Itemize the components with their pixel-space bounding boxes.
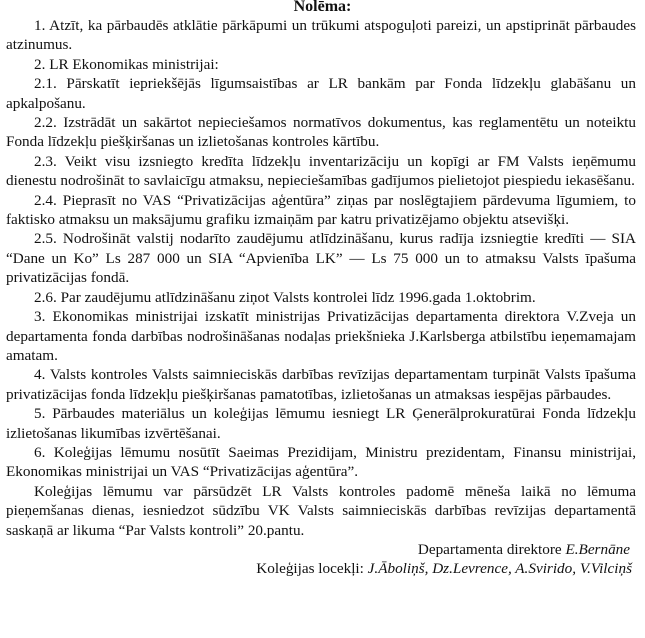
paragraph-2-4: 2.4. Pieprasīt no VAS “Privatizācijas aģentūra” ziņas par noslēgtajiem pārdevuma līgumiem, to faktisko atmaksu un maksājumu grafiku izmaiņām par katru privatizējamo objektu atsevišķi. <box>6 191 636 229</box>
department-director-name: E.Bernāne <box>565 540 630 558</box>
paragraph-3: 3. Ekonomikas ministrijai izskatīt ministrijas Privatizācijas departamenta direktora V.Zveja un departamenta fonda darbības nodrošināšanas nodaļas priekšnieka J.Karlsberga atbilstību ieņemamajam amatam. <box>6 308 636 364</box>
paragraph-5: 5. Pārbaudes materiālus un koleģijas lēmumu iesniegt LR Ģenerālprokuratūrai Fonda līdzekļu izlietošanas likumības izvērtēšanai. <box>6 405 636 442</box>
board-members-signature <box>6 559 636 578</box>
appeal-paragraph: Koleģijas lēmumu var pārsūdzēt LR Valsts kontroles padomē mēneša laikā no lēmuma pieņemšanas dienas, iesniedzot sūdzību VK Valsts saimnieciskās darbības revīzijas departamentā saskaņā ar likuma “Par Valsts kontroli” 20.pantu. <box>6 482 636 539</box>
board-members-names: J.Āboliņš, Dz.Levrence, A.Svirido, V.Vilciņš <box>367 560 632 578</box>
paragraph-4: 4. Valsts kontroles Valsts saimnieciskās darbības revīzijas departamentam turpināt Valsts īpašuma privatizācijas fonda līdzekļu piešķiršanas pamatotības, izlietošanas un atmaksas iespējas pārbaudes. <box>6 366 636 403</box>
department-director-label: Departamenta direktore <box>417 540 562 558</box>
paragraph-2-6: 2.6. Par zaudējumu atlīdzināšanu ziņot Valsts kontrolei līdz 1996.gada 1.oktobrim. <box>34 288 536 306</box>
paragraph-1: 1. Atzīt, ka pārbaudēs atklātie pārkāpumi un trūkumi atspoguļoti pareizi, un apstiprināt pārbaudes atzinumus. <box>6 17 636 54</box>
paragraph-2: 2. LR Ekonomikas ministrijai: <box>34 55 219 73</box>
department-director-signature <box>6 540 636 559</box>
paragraph-6: 6. Koleģijas lēmumu nosūtīt Saeimas Prezidijam, Ministru prezidentam, Finansu ministrijai, Ekonomikas ministrijai un VAS “Privatizācijas aģentūra”. <box>6 443 636 481</box>
decision-body <box>6 16 636 579</box>
decision-heading: Nolēma: <box>293 0 352 15</box>
paragraph-2-5: 2.5. Nodrošināt valstij nodarīto zaudējumu atlīdzināšanu, kurus radīja izsniegtie kredīti — SIA “Dane un Ko” Ls 287 000 un SIA “Apvienība LK” — Ls 75 000 un to atmaksu Valsts īpašuma privatizācijas fondā. <box>6 230 636 287</box>
paragraph-2-2: 2.2. Izstrādāt un sakārtot nepieciešamos normatīvos dokumentus, kas reglamentētu un noteiktu Fonda līdzekļu piešķiršanas un izlietošanas kontroles kārtību. <box>6 114 636 151</box>
paragraph-2-3: 2.3. Veikt visu izsniegto kredīta līdzekļu inventarizāciju un kopīgi ar FM Valsts ieņēmumu dienestu nodrošināt to savlaicīgu atmaksu, nepieciešamības gadījumos pielietojot piespiedu iekasēšanu. <box>6 152 636 190</box>
board-members-label: Koleģijas locekļi: <box>256 560 364 578</box>
paragraph-2-1: 2.1. Pārskatīt iepriekšējās līgumsaistības ar LR bankām par Fonda līdzekļu glabāšanu un apkalpošanu. <box>6 75 636 112</box>
